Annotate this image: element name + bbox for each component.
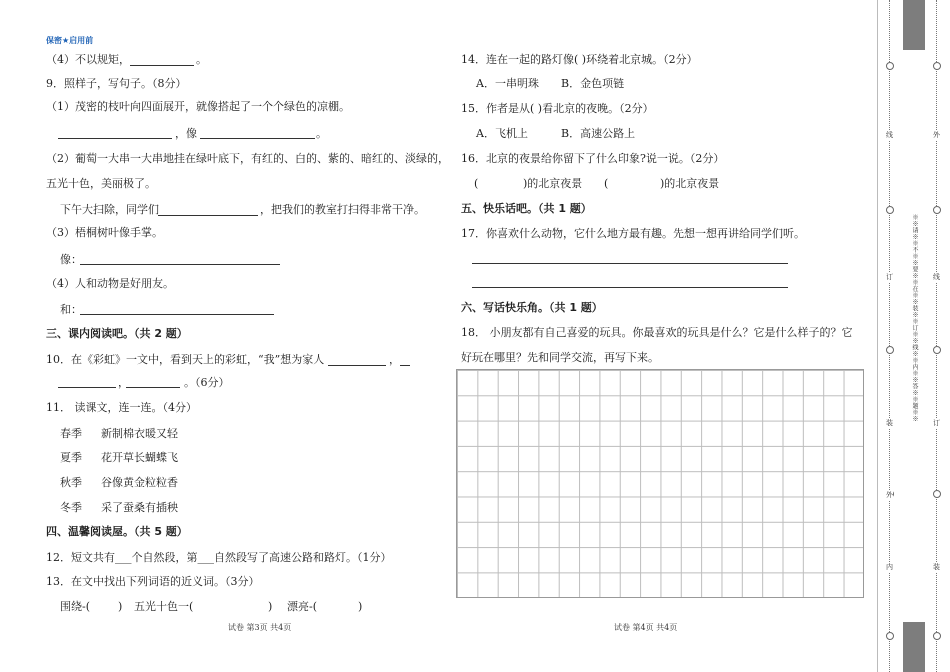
- margin-grey-block-top: [903, 0, 925, 50]
- q16-title: 16．北京的夜景给你留下了什么印象?说一说。（2分）: [461, 152, 725, 165]
- q15-title: 15．作者是从( )看北京的夜晚。（2分）: [461, 102, 654, 115]
- margin-label: 线: [933, 273, 940, 281]
- q18-line-1: 18． 小朋友都有自己喜爱的玩具。你最喜欢的玩具是什么？它是什么样子的？它: [461, 326, 853, 339]
- binding-hole-icon: [886, 632, 894, 640]
- answer-line[interactable]: [158, 215, 258, 216]
- section-6-heading: 六、写话快乐角。（共 1 题）: [461, 301, 603, 314]
- binding-hole-icon: [933, 206, 941, 214]
- q13-word-2: 五光十色一(: [134, 600, 194, 613]
- q13-word-1: 围绕-(: [60, 600, 91, 613]
- q12: 12．短文共有___个自然段，第___自然段写了高速公路和路灯。（1分）: [46, 551, 392, 564]
- section-3-heading: 三、课内阅读吧。（共 2 题）: [46, 327, 188, 340]
- q14-title: 14．连在一起的路灯像( )环绕着北京城。（2分）: [461, 53, 698, 66]
- q10-b-end: 。（6分）: [184, 376, 230, 389]
- q11-season[interactable]: 冬季: [60, 501, 82, 514]
- q11-season[interactable]: 春季: [60, 427, 82, 440]
- section-4-heading: 四、温馨阅读屋。（共 5 题）: [46, 525, 188, 538]
- q10-a: 10．在《彩虹》一文中，看到天上的彩虹，“我”想为家人: [46, 353, 325, 366]
- q9-s2b: 五光十色，美丽极了。: [46, 177, 156, 190]
- q17: 17．你喜欢什么动物，它什么地方最有趣。先想一想再讲给同学们听。: [461, 227, 805, 240]
- q9-s2a: （2）葡萄一大串一大串地挂在绿叶底下，有红的、白的、紫的、暗红的、淡绿的，: [46, 152, 449, 165]
- q8-4-end: 。: [196, 53, 207, 66]
- answer-line[interactable]: [80, 314, 274, 315]
- q11-phrase[interactable]: 新制棉衣暖又轻: [101, 427, 178, 440]
- q18-line-2: 好玩在哪里？先和同学交流，再写下来。: [461, 351, 659, 364]
- q16-close-1: )的北京夜景: [523, 177, 583, 190]
- q11-title: 11． 读课文，连一连。（4分）: [46, 401, 197, 414]
- q9-s3: （3）梧桐树叶像手掌。: [46, 226, 163, 239]
- answer-line[interactable]: [80, 264, 280, 265]
- binding-hole-icon: [886, 62, 894, 70]
- margin-label: 外: [886, 491, 893, 499]
- margin-label: 外: [933, 131, 940, 139]
- q15-option-a[interactable]: A．飞机上: [476, 127, 528, 140]
- answer-line[interactable]: [58, 138, 172, 139]
- answer-line[interactable]: [472, 263, 788, 264]
- margin-label: 装: [933, 563, 940, 571]
- q11-phrase[interactable]: 花开草长蝴蝶飞: [101, 451, 178, 464]
- answer-line[interactable]: [328, 365, 386, 366]
- answer-line[interactable]: [200, 138, 315, 139]
- margin-warning: ※※请※※不※※要※※在※※装※※订※※线※※内※※答※※题※※: [911, 214, 918, 422]
- binding-hole-icon: [933, 62, 941, 70]
- q16-open-2: (: [604, 177, 609, 190]
- q9-s4: （4）人和动物是好朋友。: [46, 277, 174, 290]
- q9-s4-prompt: 和：: [60, 303, 82, 316]
- q10-b-comma: ，: [118, 376, 129, 389]
- binding-hole-icon: [886, 206, 894, 214]
- q13-paren-3: ): [358, 600, 363, 613]
- q9-s1-mid: ，像: [175, 127, 197, 140]
- section-5-heading: 五、快乐话吧。（共 1 题）: [461, 202, 592, 215]
- q10-comma: ，: [389, 353, 400, 366]
- q13-paren-2: ): [268, 600, 273, 613]
- margin-label: 线: [886, 131, 893, 139]
- page-footer-left: 试卷 第3页 共4页: [228, 623, 292, 632]
- q11-phrase[interactable]: 采了蚕桑有插秧: [101, 501, 178, 514]
- margin-grey-block-bottom: [903, 622, 925, 672]
- answer-line[interactable]: [472, 287, 788, 288]
- margin-label: 订: [886, 273, 893, 281]
- q9-s2c-a: 下午大扫除，同学们: [60, 203, 159, 216]
- binding-hole-icon: [933, 346, 941, 354]
- secret-label: 保密★启用前: [46, 36, 94, 45]
- q16-close-2: )的北京夜景: [660, 177, 720, 190]
- q11-phrase[interactable]: 谷像黄金粒粒香: [101, 476, 178, 489]
- margin-divider: [877, 0, 878, 672]
- q13-paren-1: ): [118, 600, 123, 613]
- q9-title: 9．照样子，写句子。（8分）: [46, 77, 187, 90]
- binding-hole-icon: [886, 346, 894, 354]
- q11-season[interactable]: 秋季: [60, 476, 82, 489]
- answer-line[interactable]: [400, 365, 410, 366]
- q13-title: 13．在文中找出下列词语的近义词。（3分）: [46, 575, 260, 588]
- q9-s3-prompt: 像：: [60, 253, 82, 266]
- answer-line[interactable]: [58, 387, 116, 388]
- q9-s1: （1）茂密的枝叶向四面展开，就像搭起了一个个绿色的凉棚。: [46, 100, 350, 113]
- q8-4-text: （4）不以规矩，: [46, 53, 130, 66]
- writing-grid[interactable]: [456, 369, 864, 598]
- answer-line[interactable]: [126, 387, 180, 388]
- q13-word-3: 漂亮-(: [287, 600, 318, 613]
- q9-s1-end: 。: [316, 127, 327, 140]
- page-footer-right: 试卷 第4页 共4页: [614, 623, 678, 632]
- q9-s2c-b: ，把我们的教室打扫得非常干净。: [260, 203, 425, 216]
- margin-label: 订: [933, 419, 940, 427]
- q11-season[interactable]: 夏季: [60, 451, 82, 464]
- q14-option-a[interactable]: A．一串明珠: [476, 77, 539, 90]
- q15-option-b[interactable]: B．高速公路上: [561, 127, 636, 140]
- binding-hole-icon: [933, 632, 941, 640]
- q14-option-b[interactable]: B．金色项链: [561, 77, 625, 90]
- binding-hole-icon: [933, 490, 941, 498]
- q16-open-1: (: [474, 177, 479, 190]
- margin-label: 内: [886, 563, 893, 571]
- answer-line[interactable]: [130, 65, 194, 66]
- margin-label: 装: [886, 419, 893, 427]
